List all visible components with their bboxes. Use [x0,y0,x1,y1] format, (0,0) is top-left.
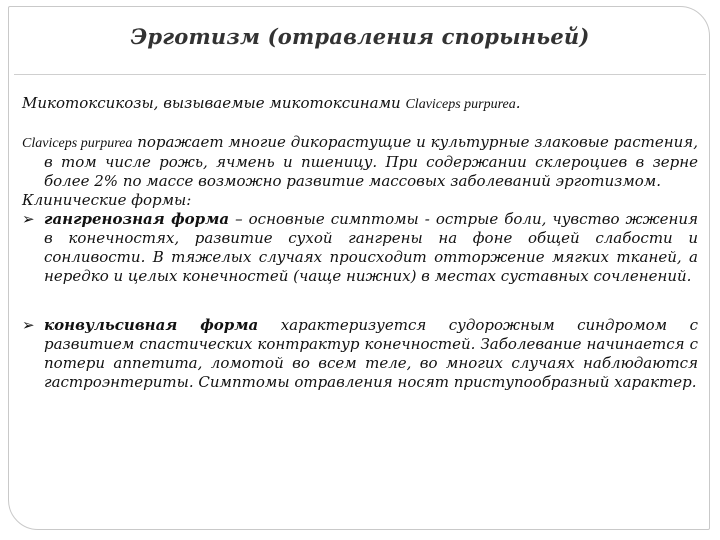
title-divider [14,74,706,75]
form-convulsive-term: конвульсивная форма [44,316,259,334]
slide-title: Эрготизм (отравления спорыньей) [130,24,590,49]
intro-latin: Claviceps purpurea [405,97,516,112]
intro-line [22,94,698,114]
bullet-arrow-icon: ➢ [22,316,35,334]
intro-text: Микотоксикозы, вызываемые микотоксинами [22,94,401,112]
title-container [0,24,720,49]
intro-end: . [515,94,521,112]
form-gangrenous [22,210,698,286]
bullet-arrow-icon: ➢ [22,210,35,228]
para1-latin: Claviceps purpurea [22,136,133,151]
form-convulsive-text: характеризуется судорожным синдромом с развитием спастических контрактур конечностей. Заболевание начинается с потери аппетита, ломотой во всем теле, во многих случаях наблюдаются гастроэнтериты. Симптомы отравления носят приступообразный характер. [44,316,698,391]
para1-text: поражает многие дикорастущие и культурные злаковые растения, в том числе рожь, ячмень и пшеницу. При содержании склероциев в зерне более 2% по массе возможно развитие массовых заболеваний эрготизмом. [44,133,698,190]
form-convulsive [22,316,698,392]
form-gangrenous-term: гангренозная форма [44,210,230,228]
paragraph-claviceps [22,133,698,191]
clinical-forms-heading: Клинические формы: [22,191,192,209]
slide-body [22,94,698,392]
form-gangrenous-text: – основные симптомы - острые боли, чувство жжения в конечностях, развитие сухой гангрены на фоне общей слабости и сонливости. В тяжелых случаях происходит отторжение мягких тканей, а нередко и целых конечностей (чаще нижних) в местах суставных сочленений. [44,210,699,285]
